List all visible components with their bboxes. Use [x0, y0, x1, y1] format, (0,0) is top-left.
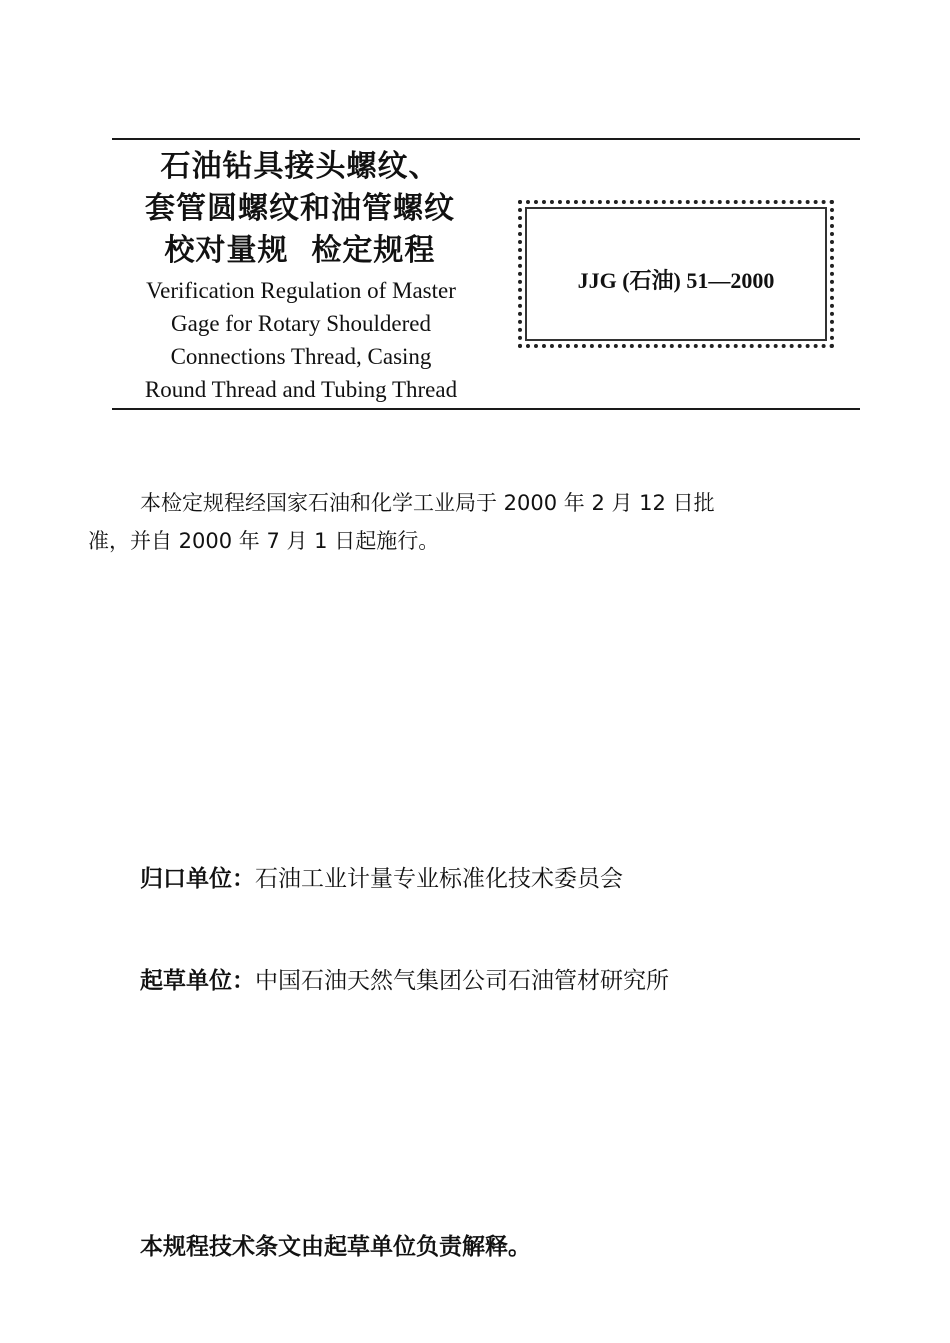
drafting-unit-label: 起草单位： [140, 968, 255, 994]
header-top-rule [112, 138, 860, 140]
title-en-line-2: Gage for Rotary Shouldered [171, 311, 431, 336]
drafting-unit [140, 962, 669, 995]
approval-line-2: 准，并自 2000 年 7 月 1 日起施行。 [88, 529, 440, 553]
title-zh-line-3: 校对量规 检定规程 [164, 233, 436, 268]
responsible-unit-label: 归口单位： [140, 866, 255, 892]
title-en-line-3: Connections Thread, Casing [170, 344, 432, 369]
title-zh-line-2: 套管圆螺纹和油管螺纹 [145, 191, 455, 226]
standard-code: JJG (石油) 51—2000 [577, 268, 775, 293]
title-chinese [100, 146, 500, 272]
approval-statement [88, 484, 888, 560]
interpretation-note: 本规程技术条文由起草单位负责解释。 [140, 1234, 531, 1260]
title-en-line-1: Verification Regulation of Master [146, 278, 456, 303]
responsible-unit-value: 石油工业计量专业标准化技术委员会 [255, 866, 623, 892]
responsible-unit [140, 860, 623, 893]
drafting-unit-value: 中国石油天然气集团公司石油管材研究所 [255, 968, 669, 994]
approval-line-1: 本检定规程经国家石油和化学工业局于 2000 年 2 月 12 日批 [140, 491, 715, 515]
header-bottom-rule [112, 408, 860, 410]
standard-code-frame [518, 200, 834, 348]
title-english [96, 274, 506, 406]
title-en-line-4: Round Thread and Tubing Thread [144, 377, 458, 402]
title-zh-line-1: 石油钻具接头螺纹、 [160, 149, 440, 184]
